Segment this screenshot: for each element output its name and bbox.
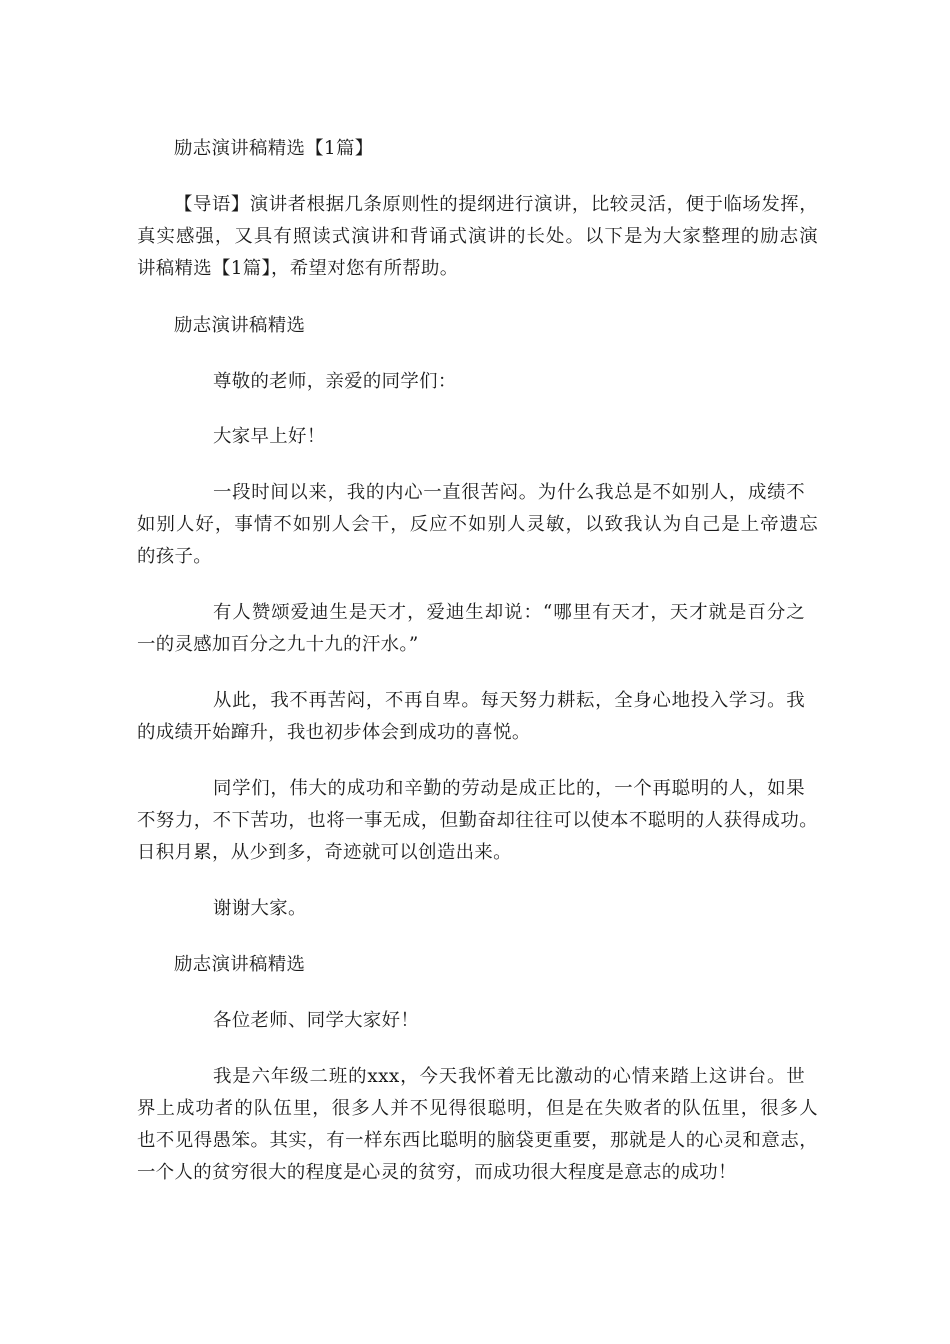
section1-heading: 励志演讲稿精选 (174, 315, 306, 336)
section2-para1-line-1: 我是六年级二班的xxx，今天我怀着无比激动的心情来踏上这讲台。世 (213, 1066, 805, 1087)
section2-para1-line-4: 一个人的贫穷很大的程度是心灵的贫穷，而成功很大程度是意志的成功！ (137, 1162, 737, 1183)
section2-greeting: 各位老师、同学大家好！ (213, 1010, 420, 1031)
section1-para2-line-1: 有人赞颂爱迪生是天才，爱迪生却说：“哪里有天才，天才就是百分之 (213, 602, 805, 623)
section1-greeting: 尊敬的老师，亲爱的同学们： (213, 371, 457, 392)
section1-para3-line-2: 的成绩开始蹿升，我也初步体会到成功的喜悦。 (137, 722, 531, 743)
section1-para1-line-1: 一段时间以来，我的内心一直很苦闷。为什么我总是不如别人，成绩不 (213, 482, 805, 503)
section1-para4-line-2: 不努力，不下苦功，也将一事无成，但勤奋却往往可以使本不聪明的人获得成功。 (137, 810, 818, 831)
section1-para2-line-2: 一的灵感加百分之九十九的汗水。” (137, 634, 419, 655)
intro-line-1: 【导语】演讲者根据几条原则性的提纲进行演讲，比较灵活，便于临场发挥， (174, 194, 818, 215)
section1-para1-line-2: 如别人好，事情不如别人会干，反应不如别人灵敏，以致我认为自己是上帝遗忘 (137, 514, 818, 535)
intro-line-3: 讲稿精选【1篇】，希望对您有所帮助。 (137, 258, 459, 279)
document-title: 励志演讲稿精选【1篇】 (174, 138, 374, 159)
section1-para4-line-3: 日积月累，从少到多，奇迹就可以创造出来。 (137, 842, 512, 863)
intro-line-2: 真实感强，又具有照读式演讲和背诵式演讲的长处。以下是为大家整理的励志演 (137, 226, 818, 247)
section1-para1-line-3: 的孩子。 (137, 546, 212, 567)
section2-para1-line-3: 也不见得愚笨。其实，有一样东西比聪明的脑袋更重要，那就是人的心灵和意志， (137, 1130, 818, 1151)
section2-heading: 励志演讲稿精选 (174, 954, 306, 975)
section1-thanks: 谢谢大家。 (213, 898, 307, 919)
section2-para1-line-2: 界上成功者的队伍里，很多人并不见得很聪明，但是在失败者的队伍里，很多人 (137, 1098, 818, 1119)
section1-morning: 大家早上好！ (213, 426, 326, 447)
section1-para4-line-1: 同学们，伟大的成功和辛勤的劳动是成正比的，一个再聪明的人，如果 (213, 778, 805, 799)
section1-para3-line-1: 从此，我不再苦闷，不再自卑。每天努力耕耘，全身心地投入学习。我 (213, 690, 805, 711)
